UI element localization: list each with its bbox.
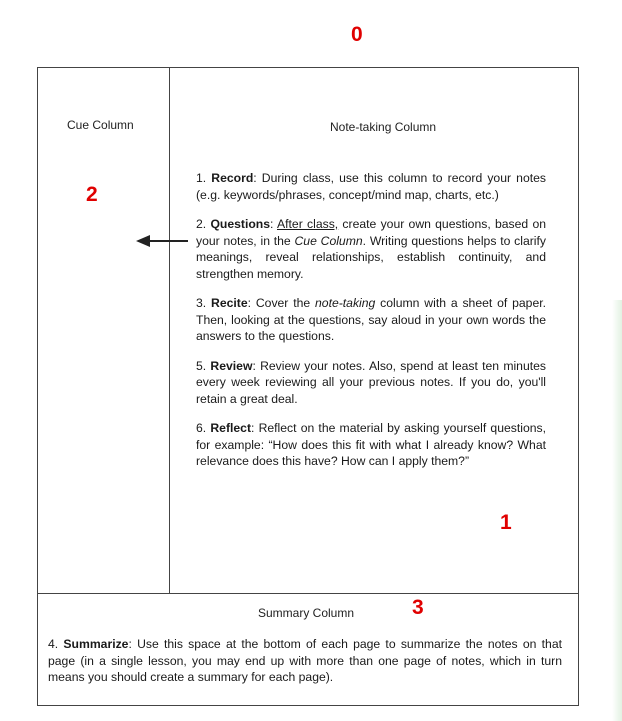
item-number: 4. [48, 637, 59, 651]
marker-1: 1 [500, 511, 512, 534]
arrow-left-icon [136, 233, 190, 249]
summary-column-heading: Summary Column [258, 606, 355, 620]
note-item-record [196, 170, 546, 203]
summary-column-body [48, 636, 562, 686]
item-italic-text: note-taking [315, 296, 376, 310]
marker-3: 3 [412, 596, 424, 619]
item-number: 1. [196, 171, 207, 185]
note-item-review [196, 358, 546, 408]
item-text: column with a sheet of paper. Then, looking at the questions, say aloud in your own words the answers to the questions. [196, 296, 547, 343]
item-text: : During class, use this column to record your notes (e.g. keywords/phrases, concept/mind map, charts, etc.) [196, 171, 546, 202]
item-text: create your own questions, based on your notes, in the [196, 217, 546, 248]
item-term: Record [211, 171, 254, 185]
item-separator: : [270, 217, 278, 231]
summary-divider [37, 593, 579, 594]
cue-column-heading: Cue Column [67, 118, 134, 132]
item-term: Reflect [210, 421, 251, 435]
item-italic-text: Cue Column [294, 233, 363, 248]
note-item-recite [196, 295, 546, 345]
notes-column-body [196, 170, 546, 483]
item-term: Summarize [63, 637, 129, 651]
note-item-reflect [196, 420, 546, 470]
item-text: : Cover the [247, 296, 316, 310]
item-term: Questions [210, 217, 271, 231]
item-underlined-text: After class, [277, 217, 339, 231]
item-number: 5. [196, 358, 207, 373]
item-number: 2. [196, 217, 207, 231]
item-text: : Reflect on the material by asking yourself questions, for example: “How does this fit with what I already know? What relevance does this have? How can I apply them?” [196, 421, 546, 468]
item-number: 6. [196, 421, 207, 435]
item-term: Review [210, 358, 253, 373]
notes-column-heading: Note-taking Column [330, 120, 437, 134]
cue-column-divider [169, 67, 170, 593]
item-text: : Review your notes. Also, spend at least ten minutes every week reviewing all your previous notes. If you do, you'll retain a great deal. [196, 358, 546, 406]
item-number: 3. [196, 296, 207, 310]
item-text: . Writing questions helps to clarify meanings, reveal relationships, establish continuity, and strengthen memory. [196, 233, 546, 281]
marker-0: 0 [351, 23, 363, 46]
page-edge-shadow [612, 300, 622, 721]
item-text: : Use this space at the bottom of each page to summarize the notes on that page (in a single lesson, you may end up with more than one page of notes, which in turn means you should create a summary for each page). [48, 637, 563, 684]
note-item-questions [196, 216, 546, 282]
item-term: Recite [211, 296, 248, 310]
marker-2: 2 [86, 183, 98, 206]
